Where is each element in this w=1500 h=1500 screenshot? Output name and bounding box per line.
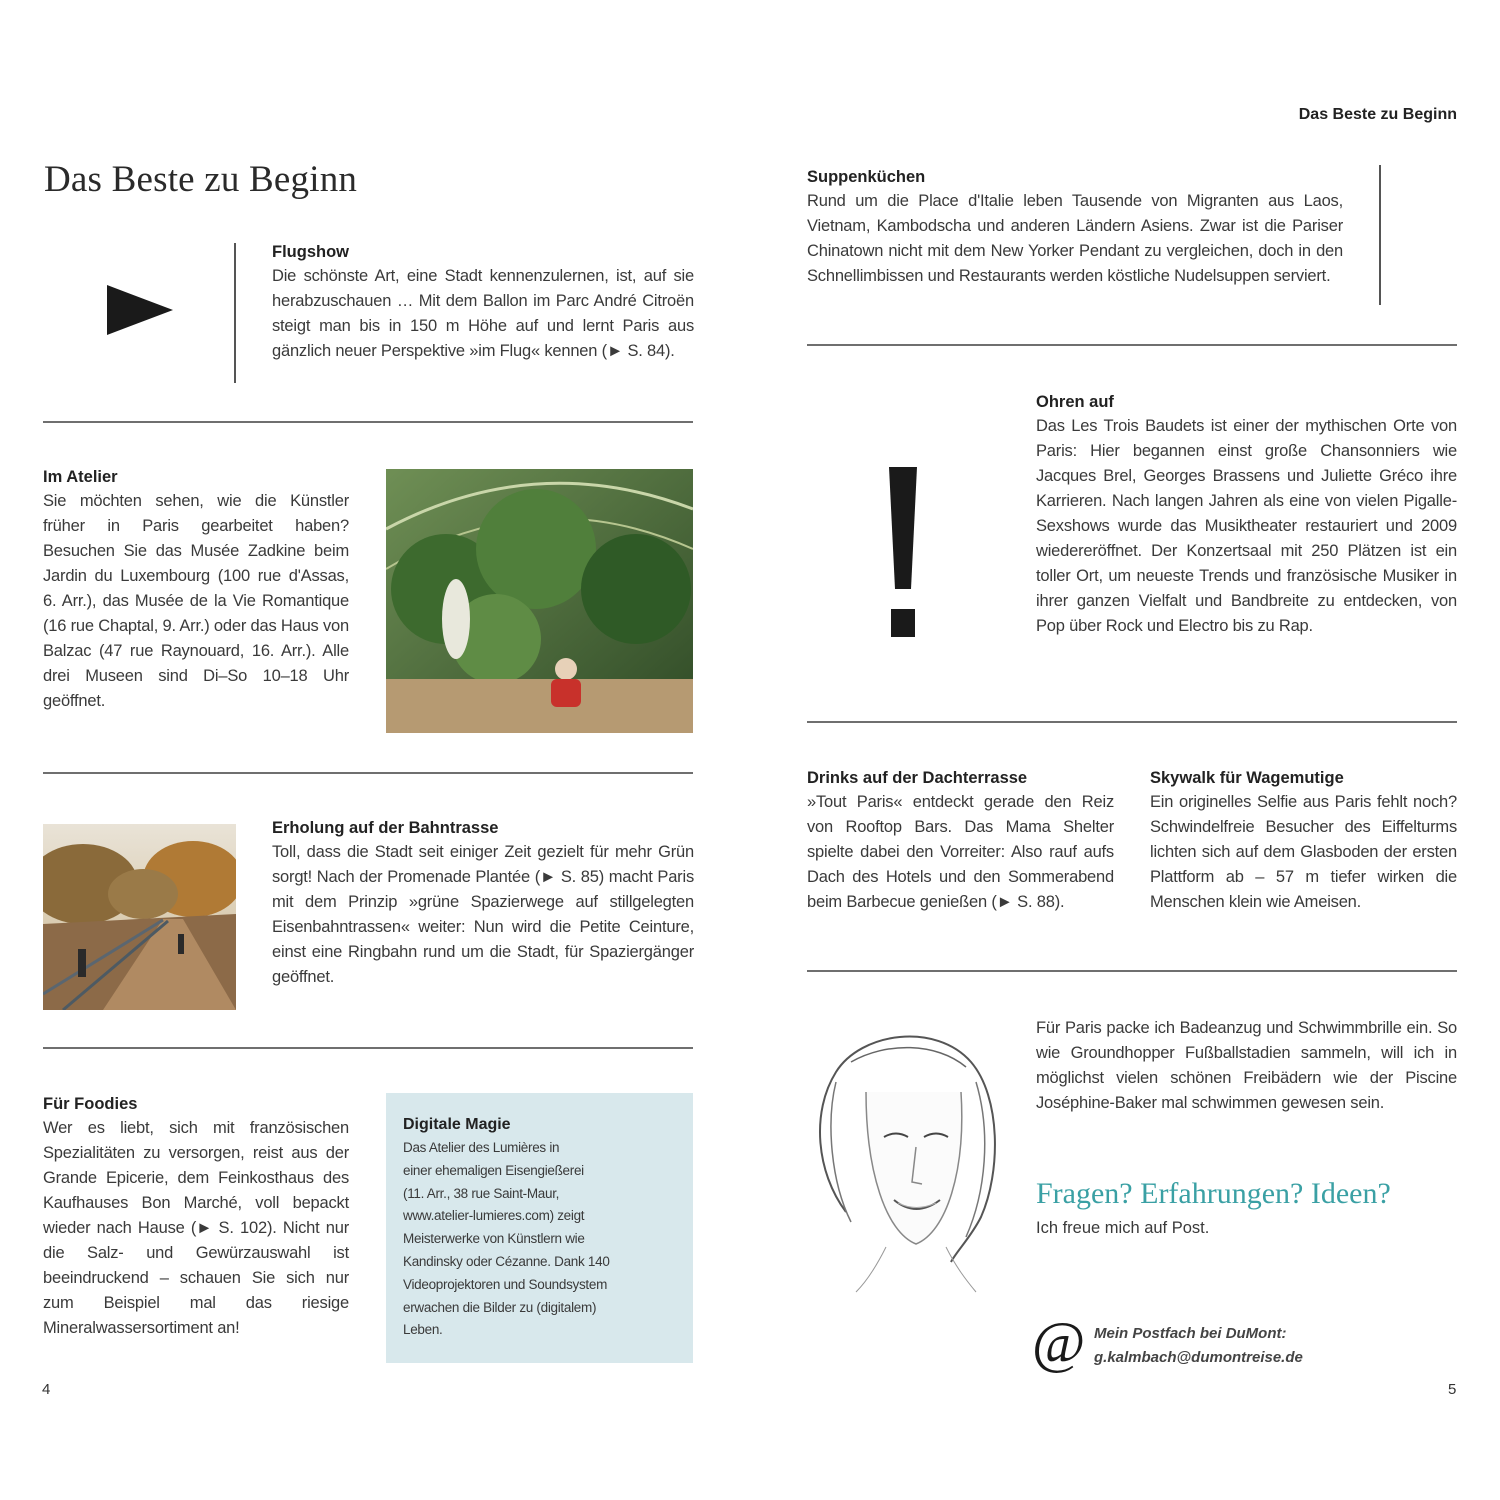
- atelier-section: [43, 465, 349, 714]
- flugshow-heading: Flugshow: [272, 243, 349, 261]
- foodies-section: [43, 1092, 349, 1341]
- ohren-section: [1036, 390, 1457, 639]
- digitale-line: erwachen die Bilder zu (digitalem): [403, 1299, 597, 1315]
- page-number-left: 4: [42, 1381, 51, 1398]
- page-title: Das Beste zu Beginn: [44, 159, 358, 200]
- at-sign-icon: @: [1032, 1310, 1086, 1375]
- mail-label: Mein Postfach bei DuMont:: [1094, 1325, 1287, 1342]
- flugshow-divider: [234, 243, 236, 383]
- atelier-heading: Im Atelier: [43, 468, 118, 486]
- drinks-text: »Tout Paris« entdeckt gerade den Reiz von Rooftop Bars. Das Mama Shelter spielte dabei den Vorreiter: Also rauf aufs Dach des Hotels und den Sommerabend beim Barbecue genießen (► S. 88).: [807, 793, 1114, 911]
- suppen-heading: Suppenküchen: [807, 168, 926, 186]
- drinks-heading: Drinks auf der Dachterrasse: [807, 769, 1028, 787]
- flugshow-text: Die schönste Art, eine Stadt kennenzulernen, ist, auf sie herabzuschauen … Mit dem Ballon im Parc André Citroën steigt man bis in 150 m Höhe auf und lernt Paris aus gänzlich neuer Perspektive »im Flug« kennen (► S. 84).: [272, 267, 694, 360]
- page-number-right: 5: [1448, 1381, 1457, 1398]
- divider: [807, 970, 1457, 972]
- digitale-line: (11. Arr., 38 rue Saint-Maur,: [403, 1185, 560, 1201]
- contact-question: Fragen? Erfahrungen? Ideen?: [1036, 1177, 1391, 1210]
- exclamation-icon: [880, 465, 926, 646]
- suppen-text: Rund um die Place d'Italie leben Tausende von Migranten aus Laos, Vietnam, Kambodscha und anderen Ländern Asiens. Zwar ist die Pariser Chinatown nicht mit dem New Yorker Pendant zu vergleichen, doch in den Schnellimbissen und Restaurants werden köstliche Nudelsuppen serviert.: [807, 192, 1343, 285]
- digitale-line: Leben.: [403, 1322, 443, 1338]
- atelier-photo: [386, 469, 693, 733]
- bahntrasse-photo: [43, 824, 236, 1010]
- skywalk-heading: Skywalk für Wagemutige: [1150, 769, 1344, 787]
- suppen-section: [807, 165, 1343, 289]
- divider: [43, 772, 693, 774]
- digitale-line: Kandinsky oder Cézanne. Dank 140: [403, 1253, 610, 1269]
- divider: [807, 721, 1457, 723]
- divider: [43, 1047, 693, 1049]
- foodies-text: Wer es liebt, sich mit französischen Spezialitäten zu versorgen, reist aus der Grande Epicerie, dem Feinkosthaus des Kaufhauses Bon Marché, voll bepackt wieder nach Hause (► S. 102). Nicht nur die Salz- und Gewürzauswahl ist beeindruckend – schauen Sie sich nur zum Beispiel mal das riesige Mineralwassersortiment an!: [43, 1119, 349, 1337]
- author-portrait: [806, 1022, 1006, 1294]
- digitale-line: einer ehemaligen Eisengießerei: [403, 1162, 584, 1178]
- digitale-line: www.atelier-lumieres.com) zeigt: [403, 1208, 585, 1224]
- bahntrasse-heading: Erholung auf der Bahntrasse: [272, 819, 499, 837]
- bahntrasse-section: [272, 816, 694, 990]
- atelier-text: Sie möchten sehen, wie die Künstler früher in Paris gearbeitet haben? Besuchen Sie das Musée Zadkine beim Jardin du Luxembourg (100 rue d'Assas, 6. Arr.), das Musée de la Vie Romantique (16 rue Chaptal, 9. Arr.) oder das Haus von Balzac (47 rue Raynouard, 16. Arr.). Alle drei Museen sind Di–So 10–18 Uhr geöffnet.: [43, 492, 349, 710]
- foodies-heading: Für Foodies: [43, 1095, 138, 1113]
- digitale-heading: Digitale Magie: [403, 1116, 511, 1133]
- digitale-line: Videoprojektoren und Soundsystem: [403, 1276, 608, 1292]
- digitale-line: Meisterwerke von Künstlern wie: [403, 1231, 585, 1247]
- skywalk-section: [1150, 766, 1457, 915]
- suppen-divider: [1379, 165, 1381, 305]
- info-box-digitale-magie: [386, 1093, 693, 1363]
- bahntrasse-text: Toll, dass die Stadt seit einiger Zeit gezielt für mehr Grün sorgt! Nach der Promenade Plantée (► S. 85) macht Paris mit dem Prinzip »grüne Spazierwege auf stillgelegten Eisenbahntrassen« weiter: Nun wird die Petite Ceinture, einst eine Ringbahn rund um die Stadt, für Spaziergänger geöffnet.: [272, 843, 694, 986]
- ohren-heading: Ohren auf: [1036, 393, 1114, 411]
- play-triangle-icon: [105, 283, 175, 342]
- flugshow-section: [272, 240, 694, 364]
- mail-address[interactable]: g.kalmbach@dumontreise.de: [1094, 1349, 1303, 1366]
- drinks-section: [807, 766, 1114, 915]
- divider: [43, 421, 693, 423]
- skywalk-text: Ein originelles Selfie aus Paris fehlt noch? Schwindelfreie Besucher des Eiffelturms lichten sich auf dem Glasboden der ersten Plattform ab – 57 m tiefer wirken die Menschen klein wie Ameisen.: [1150, 793, 1457, 911]
- author-text: Für Paris packe ich Badeanzug und Schwimmbrille ein. So wie Groundhopper Fußballstadien sammeln, will ich in möglichst vielen schönen Freibädern wie der Piscine Joséphine-Baker mal schwimmen gewesen sein.: [1036, 1019, 1457, 1112]
- author-section: [1036, 1016, 1457, 1116]
- ohren-text: Das Les Trois Baudets ist einer der mythischen Orte von Paris: Hier begannen einst große Chansonniers wie Jacques Brel, Georges Brassens und Juliette Gréco ihre Karrieren. Nach langen Jahren als eine von vielen Pigalle-Sexshows wurde das Musiktheater restauriert und 2009 wiedereröffnet. Der Konzertsaal mit 250 Plätzen ist ein toller Ort, um neueste Trends und französische Musiker in ihrer ganzen Vielfalt und Bandbreite zu entdecken, von Pop über Rock und Electro bis zu Rap.: [1036, 417, 1457, 635]
- digitale-line: Das Atelier des Lumières in: [403, 1140, 560, 1155]
- divider: [807, 344, 1457, 346]
- contact-sub: Ich freue mich auf Post.: [1036, 1219, 1210, 1237]
- running-header: Das Beste zu Beginn: [1298, 106, 1457, 123]
- mail-block: [1094, 1322, 1424, 1370]
